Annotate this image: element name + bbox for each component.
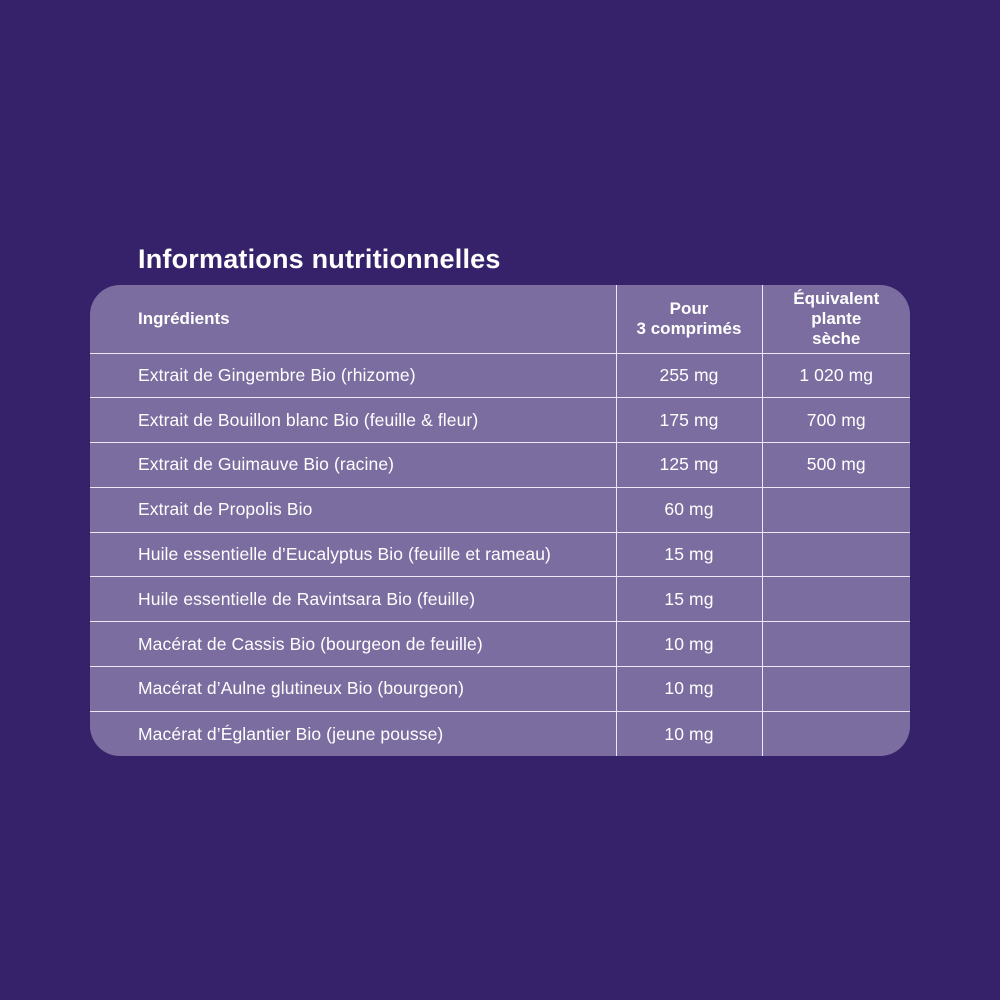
per-dose-cell: 175 mg <box>616 398 762 443</box>
per-dose-cell: 10 mg <box>616 711 762 756</box>
header-ingredients: Ingrédients <box>138 308 230 328</box>
header-dry-equivalent <box>762 285 910 353</box>
ingredient-cell: Huile essentielle de Ravintsara Bio (feuille) <box>90 577 616 622</box>
table-row <box>90 622 910 667</box>
table-row <box>90 487 910 532</box>
header-dry-equivalent-line-2: plante <box>811 308 862 328</box>
dry-equivalent-cell <box>762 532 910 577</box>
per-dose-cell: 10 mg <box>616 622 762 667</box>
dry-equivalent-cell: 1 020 mg <box>762 353 910 398</box>
table-row <box>90 353 910 398</box>
dry-equivalent-cell: 500 mg <box>762 443 910 488</box>
dry-equivalent-cell <box>762 711 910 756</box>
per-dose-cell: 15 mg <box>616 577 762 622</box>
ingredient-cell: Macérat de Cassis Bio (bourgeon de feuille) <box>90 622 616 667</box>
table-row <box>90 667 910 712</box>
ingredient-cell: Macérat d’Églantier Bio (jeune pousse) <box>90 711 616 756</box>
table-row <box>90 532 910 577</box>
per-dose-cell: 15 mg <box>616 532 762 577</box>
page-title: Informations nutritionnelles <box>138 244 501 274</box>
ingredient-cell: Macérat d’Aulne glutineux Bio (bourgeon) <box>90 667 616 712</box>
table-row <box>90 443 910 488</box>
header-per-dose-line-2: 3 comprimés <box>636 318 742 338</box>
dry-equivalent-cell <box>762 667 910 712</box>
dry-equivalent-cell <box>762 577 910 622</box>
ingredient-cell: Extrait de Propolis Bio <box>90 487 616 532</box>
dry-equivalent-cell: 700 mg <box>762 398 910 443</box>
per-dose-cell: 10 mg <box>616 667 762 712</box>
ingredient-cell: Extrait de Bouillon blanc Bio (feuille & fleur) <box>90 398 616 443</box>
nutrition-table-card <box>90 285 910 756</box>
per-dose-cell: 125 mg <box>616 443 762 488</box>
table-row <box>90 711 910 756</box>
header-dry-equivalent-line-3: sèche <box>812 328 861 348</box>
dry-equivalent-cell <box>762 622 910 667</box>
nutrition-table <box>90 285 910 756</box>
table-header-row <box>90 285 910 353</box>
header-per-dose <box>616 285 762 353</box>
header-per-dose-line-1: Pour <box>669 298 709 318</box>
ingredient-cell: Extrait de Guimauve Bio (racine) <box>90 443 616 488</box>
header-dry-equivalent-line-1: Équivalent <box>793 288 880 308</box>
dry-equivalent-cell <box>762 487 910 532</box>
per-dose-cell: 60 mg <box>616 487 762 532</box>
table-row <box>90 577 910 622</box>
ingredient-cell: Huile essentielle d’Eucalyptus Bio (feuille et rameau) <box>90 532 616 577</box>
table-row <box>90 398 910 443</box>
per-dose-cell: 255 mg <box>616 353 762 398</box>
ingredient-cell: Extrait de Gingembre Bio (rhizome) <box>90 353 616 398</box>
